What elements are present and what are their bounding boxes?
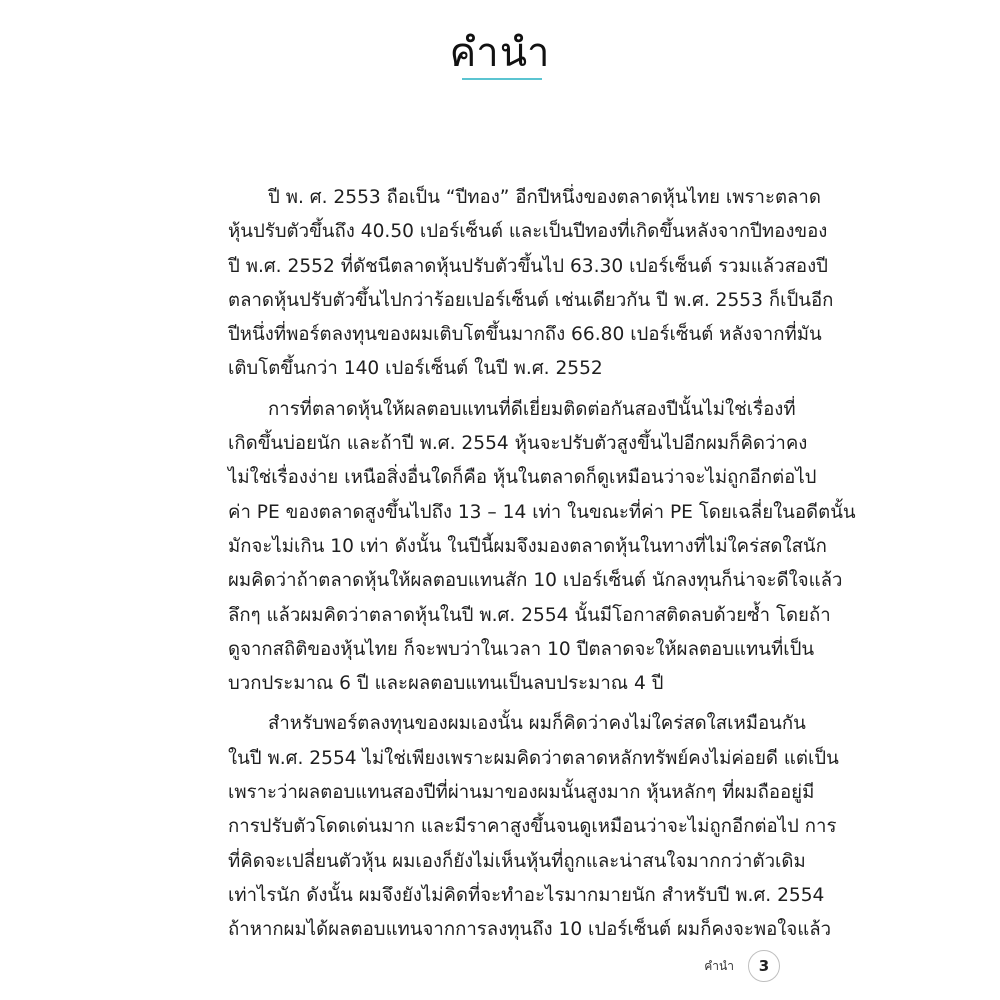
- text-line: ถ้าหากผมได้ผลตอบแทนจากการลงทุนถึง 10 เปอร์เซ็นต์ ผมก็คงจะพอใจแล้ว: [228, 919, 832, 941]
- text-line: เพราะว่าผลตอบแทนสองปีที่ผ่านมาของผมนั้นสูงมาก หุ้นหลักๆ ที่ผมถืออยู่มี: [228, 782, 815, 804]
- text-line: การปรับตัวโดดเด่นมาก และมีราคาสูงขึ้นจนดูเหมือนว่าจะไม่ถูกอีกต่อไป การ: [228, 816, 837, 838]
- text-line: ที่คิดจะเปลี่ยนตัวหุ้น ผมเองก็ยังไม่เห็นหุ้นที่ถูกและน่าสนใจมากกว่าตัวเดิม: [228, 850, 806, 872]
- text-line: ปี พ.ศ. 2552 ที่ดัชนีตลาดหุ้นปรับตัวขึ้นไป 63.30 เปอร์เซ็นต์ รวมแล้วสองปี: [228, 255, 828, 277]
- text-line: เติบโตขึ้นกว่า 140 เปอร์เซ็นต์ ในปี พ.ศ. 2552: [228, 358, 603, 380]
- text-line: บวกประมาณ 6 ปี และผลตอบแทนเป็นลบประมาณ 4 ปี: [228, 673, 664, 695]
- page-title: คำนำ: [449, 30, 551, 76]
- text-line: เกิดขึ้นบ่อยนัก และถ้าปี พ.ศ. 2554 หุ้นจะปรับตัวสูงขึ้นไปอีกผมก็คิดว่าคง: [228, 433, 808, 455]
- title-underline: [462, 78, 542, 80]
- text-line: สำหรับพอร์ตลงทุนของผมเองนั้น ผมก็คิดว่าคงไม่ใคร่สดใสเหมือนกัน: [268, 713, 806, 735]
- page-footer: [704, 950, 780, 982]
- text-line: ดูจากสถิติของหุ้นไทย ก็จะพบว่าในเวลา 10 ปีตลาดจะให้ผลตอบแทนที่เป็น: [228, 638, 815, 660]
- text-line: ในปี พ.ศ. 2554 ไม่ใช่เพียงเพราะผมคิดว่าตลาดหลักทรัพย์คงไม่ค่อยดี แต่เป็น: [228, 747, 839, 769]
- paragraph-3: [228, 707, 839, 947]
- text-line: ผมคิดว่าถ้าตลาดหุ้นให้ผลตอบแทนสัก 10 เปอร์เซ็นต์ นักลงทุนก็น่าจะดีใจแล้ว: [228, 570, 843, 592]
- text-line: การที่ตลาดหุ้นให้ผลตอบแทนที่ดีเยี่ยมติดต่อกันสองปีนั้นไม่ใช่เรื่องที่: [268, 398, 796, 420]
- text-line: หุ้นปรับตัวขึ้นถึง 40.50 เปอร์เซ็นต์ และเป็นปีทองที่เกิดขึ้นหลังจากปีทองของ: [228, 221, 828, 243]
- text-line: ตลาดหุ้นปรับตัวขึ้นไปกว่าร้อยเปอร์เซ็นต์ เช่นเดียวกัน ปี พ.ศ. 2553 ก็เป็นอีก: [228, 289, 834, 311]
- paragraph-1: [228, 181, 834, 387]
- text-line: ปี พ. ศ. 2553 ถือเป็น “ปีทอง” อีกปีหนึ่งของตลาดหุ้นไทย เพราะตลาด: [268, 187, 821, 208]
- text-line: ค่า PE ของตลาดสูงขึ้นไปถึง 13 – 14 เท่า ในขณะที่ค่า PE โดยเฉลี่ยในอดีตนั้น: [228, 501, 856, 523]
- text-line: ปีหนึ่งที่พอร์ตลงทุนของผมเติบโตขึ้นมากถึง 66.80 เปอร์เซ็นต์ หลังจากที่มัน: [228, 324, 822, 346]
- body-text: [228, 181, 856, 954]
- paragraph-2: [228, 393, 856, 702]
- running-footer-title: คำนำ: [704, 958, 734, 973]
- text-line: ลึกๆ แล้วผมคิดว่าตลาดหุ้นในปี พ.ศ. 2554 นั้นมีโอกาสติดลบด้วยซ้ำ โดยถ้า: [228, 604, 831, 626]
- text-line: มักจะไม่เกิน 10 เท่า ดังนั้น ในปีนี้ผมจึงมองตลาดหุ้นในทางที่ไม่ใคร่สดใสนัก: [228, 535, 827, 557]
- text-line: เท่าไรนัก ดังนั้น ผมจึงยังไม่คิดที่จะทำอะไรมากมายนัก สำหรับปี พ.ศ. 2554: [228, 884, 825, 906]
- text-line: ไม่ใช่เรื่องง่าย เหนือสิ่งอื่นใดก็คือ หุ้นในตลาดก็ดูเหมือนว่าจะไม่ถูกอีกต่อไป: [228, 467, 817, 489]
- page-number-badge: 3: [748, 950, 780, 982]
- title-wrap: [0, 28, 1000, 78]
